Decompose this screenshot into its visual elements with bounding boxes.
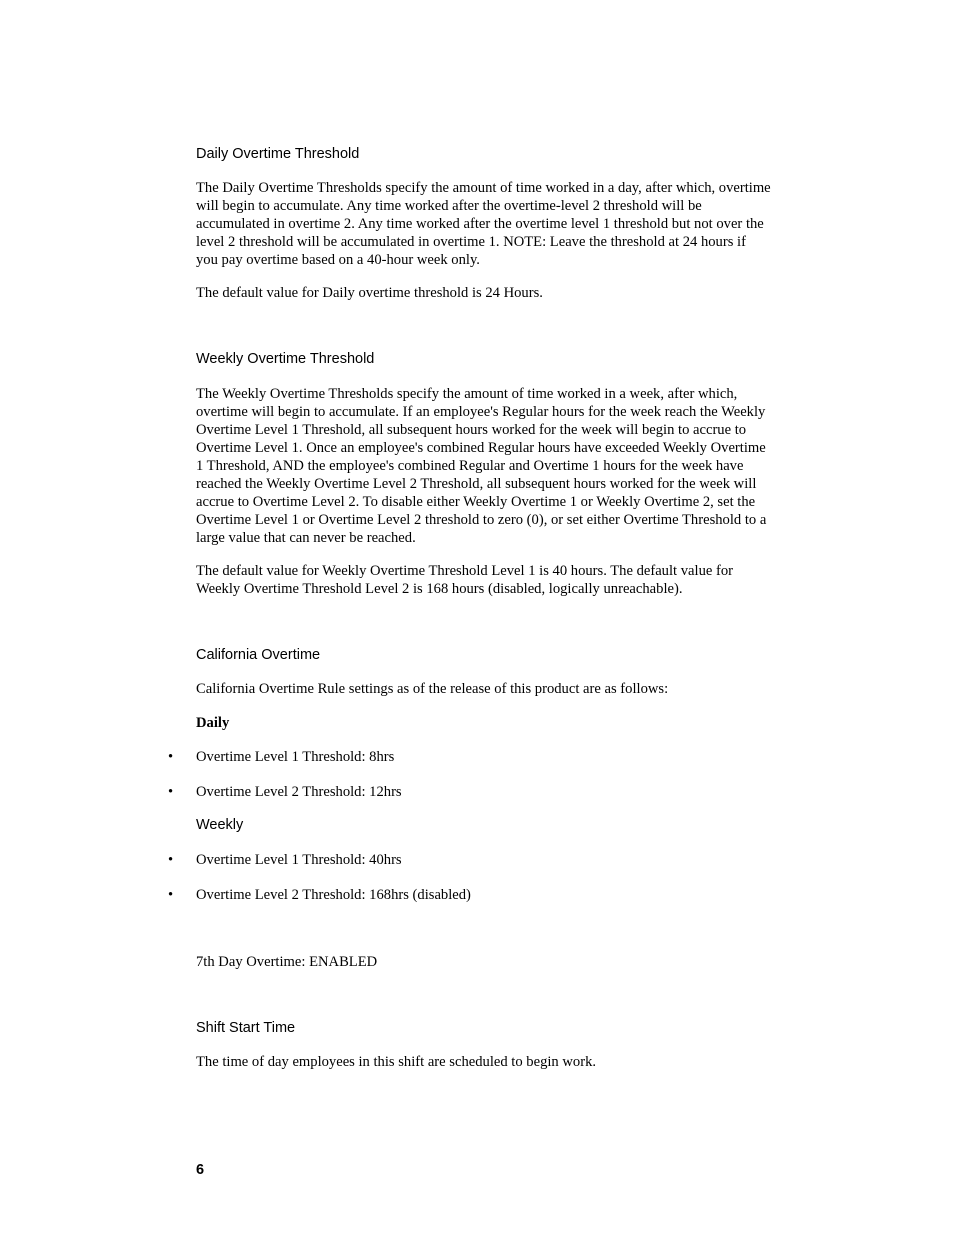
- california-weekly-label: Weekly: [196, 817, 244, 833]
- daily-overtime-description: [196, 179, 816, 269]
- text-line: The time of day employees in this shift are scheduled to begin work.: [196, 1054, 597, 1070]
- text-line: reached the Weekly Overtime Level 2 Threshold, all subsequent hours worked for the week will: [196, 476, 757, 492]
- text-line: level 2 threshold will be accumulated in overtime 1. NOTE: Leave the threshold at 24 hours if: [196, 234, 746, 250]
- text-line: Overtime Level 1 or Overtime Level 2 threshold to zero (0), or set either Overtime Threshold to a: [196, 512, 767, 528]
- bullet-icon: •: [168, 852, 174, 868]
- california-overtime-heading: California Overtime: [196, 647, 321, 663]
- list-item: [0, 851, 954, 869]
- list-item: [0, 783, 954, 801]
- text-line: you pay overtime based on a 40-hour week only.: [196, 252, 480, 268]
- text-line: Overtime Level 1 Threshold, all subsequent hours worked for the week will begin to accrue to: [196, 422, 747, 438]
- california-overtime-intro: [196, 680, 816, 698]
- weekly-overtime-description: [196, 385, 816, 547]
- text-line: overtime will begin to accumulate. If an employee's Regular hours for the week reach the Weekly: [196, 404, 766, 420]
- list-item-text: Overtime Level 2 Threshold: 168hrs (disabled): [196, 887, 471, 903]
- text-line: will begin to accumulate. Any time worked after the overtime-level 2 threshold will be: [196, 198, 702, 214]
- text-line: The default value for Daily overtime threshold is 24 Hours.: [196, 285, 543, 301]
- weekly-overtime-default: [196, 562, 816, 598]
- text-line: Overtime Level 1. Once an employee's combined Regular hours have exceeded Weekly Overtime: [196, 440, 766, 456]
- weekly-overtime-heading: Weekly Overtime Threshold: [196, 351, 375, 367]
- text-line: California Overtime Rule settings as of the release of this product are as follows:: [196, 681, 669, 697]
- list-item-text: Overtime Level 1 Threshold: 40hrs: [196, 852, 402, 868]
- list-item-text: Overtime Level 1 Threshold: 8hrs: [196, 749, 395, 765]
- text-line: 7th Day Overtime: ENABLED: [196, 954, 378, 970]
- text-line: accrue to Overtime Level 2. To disable either Weekly Overtime 1 or Weekly Overtime 2, set the: [196, 494, 756, 510]
- bullet-icon: •: [168, 749, 174, 765]
- text-line: The Daily Overtime Thresholds specify the amount of time worked in a day, after which, overtime: [196, 180, 771, 196]
- daily-overtime-default: [196, 284, 816, 302]
- bullet-icon: •: [168, 784, 174, 800]
- california-daily-label: Daily: [196, 715, 230, 731]
- text-line: The default value for Weekly Overtime Threshold Level 1 is 40 hours. The default value for: [196, 563, 734, 579]
- list-item-text: Overtime Level 2 Threshold: 12hrs: [196, 784, 402, 800]
- text-line: large value that can never be reached.: [196, 530, 416, 546]
- text-line: 1 Threshold, AND the employee's combined Regular and Overtime 1 hours for the week have: [196, 458, 744, 474]
- daily-overtime-heading: Daily Overtime Threshold: [196, 146, 360, 162]
- seventh-day-overtime: [196, 953, 816, 971]
- list-item: [0, 748, 954, 766]
- page-number: 6: [196, 1162, 205, 1178]
- shift-start-time-description: [196, 1053, 816, 1071]
- shift-start-time-heading: Shift Start Time: [196, 1020, 296, 1036]
- text-line: Weekly Overtime Threshold Level 2 is 168 hours (disabled, logically unreachable).: [196, 581, 683, 597]
- text-line: The Weekly Overtime Thresholds specify the amount of time worked in a week, after which,: [196, 386, 738, 402]
- list-item: [0, 886, 954, 904]
- text-line: accumulated in overtime 2. Any time worked after the overtime level 1 threshold but not over the: [196, 216, 764, 232]
- bullet-icon: •: [168, 887, 174, 903]
